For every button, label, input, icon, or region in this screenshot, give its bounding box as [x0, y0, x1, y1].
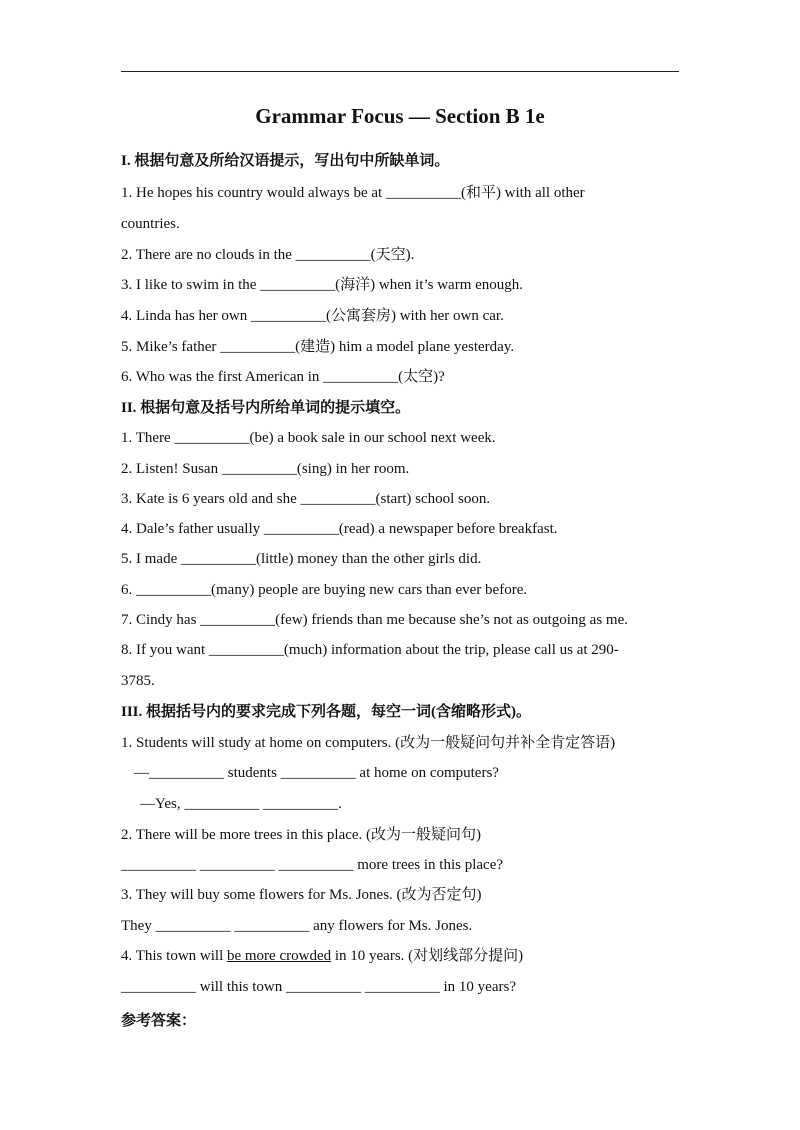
section2-item-8-cont: 3785. [121, 673, 155, 689]
section3-q4 [121, 946, 523, 966]
section3-q4-prefix: 4. This town will [121, 948, 227, 964]
section3-q4-underlined-phrase: be more crowded [226, 948, 332, 964]
section2-item-6: 6. __________(many) people are buying new cars than ever before. [121, 582, 528, 598]
section1-item-5: 5. Mike’s father __________(建造) him a model plane yesterday. [121, 339, 515, 355]
section1-item-1: 1. He hopes his country would always be at __________(和平) with all other [121, 185, 585, 201]
section1-item-3: 3. I like to swim in the __________(海洋) when it’s warm enough. [121, 277, 524, 293]
section3-q1: 1. Students will study at home on computers. (改为一般疑问句并补全肯定答语) [121, 735, 616, 751]
section3-q2: 2. There will be more trees in this place. (改为一般疑问句) [121, 827, 482, 843]
answers-heading: 参考答案： [121, 1013, 197, 1029]
section3-q3: 3. They will buy some flowers for Ms. Jones. (改为否定句) [121, 887, 482, 903]
section3-q1-question-line: —__________ students __________ at home on computers? [134, 765, 499, 781]
section2-item-3: 3. Kate is 6 years old and she __________(start) school soon. [121, 491, 491, 507]
section2-item-4: 4. Dale’s father usually __________(read) a newspaper before breakfast. [121, 521, 558, 537]
section3-q2-line: __________ __________ __________ more trees in this place? [121, 857, 504, 873]
section2-heading: II. 根据句意及括号内所给单词的提示填空。 [121, 400, 411, 416]
section1-item-1-cont: countries. [121, 216, 180, 232]
section2-item-7: 7. Cindy has __________(few) friends than me because she’s not as outgoing as me. [121, 612, 628, 628]
section2-item-8: 8. If you want __________(much) information about the trip, please call us at 290- [121, 642, 619, 658]
section3-q4-suffix: in 10 years. (对划线部分提问) [331, 948, 524, 964]
top-rule [121, 71, 679, 72]
section1-item-6: 6. Who was the first American in __________(太空)? [121, 369, 445, 385]
section1-heading: I. 根据句意及所给汉语提示，写出句中所缺单词。 [121, 153, 450, 169]
section1-item-2: 2. There are no clouds in the __________(天空). [121, 247, 415, 263]
section2-item-5: 5. I made __________(little) money than the other girls did. [121, 551, 482, 567]
page-title: Grammar Focus — Section B 1e [255, 104, 545, 128]
section3-q3-line: They __________ __________ any flowers for Ms. Jones. [121, 918, 473, 934]
section3-q4-line: __________ will this town __________ __________ in 10 years? [121, 979, 516, 995]
section2-item-2: 2. Listen! Susan __________(sing) in her room. [121, 461, 410, 477]
section3-heading: III. 根据括号内的要求完成下列各题，每空一词(含缩略形式)。 [121, 704, 532, 720]
section1-item-4: 4. Linda has her own __________(公寓套房) with her own car. [121, 308, 504, 324]
section2-item-1: 1. There __________(be) a book sale in our school next week. [121, 430, 496, 446]
section3-q1-answer-line: —Yes, __________ __________. [140, 796, 342, 812]
